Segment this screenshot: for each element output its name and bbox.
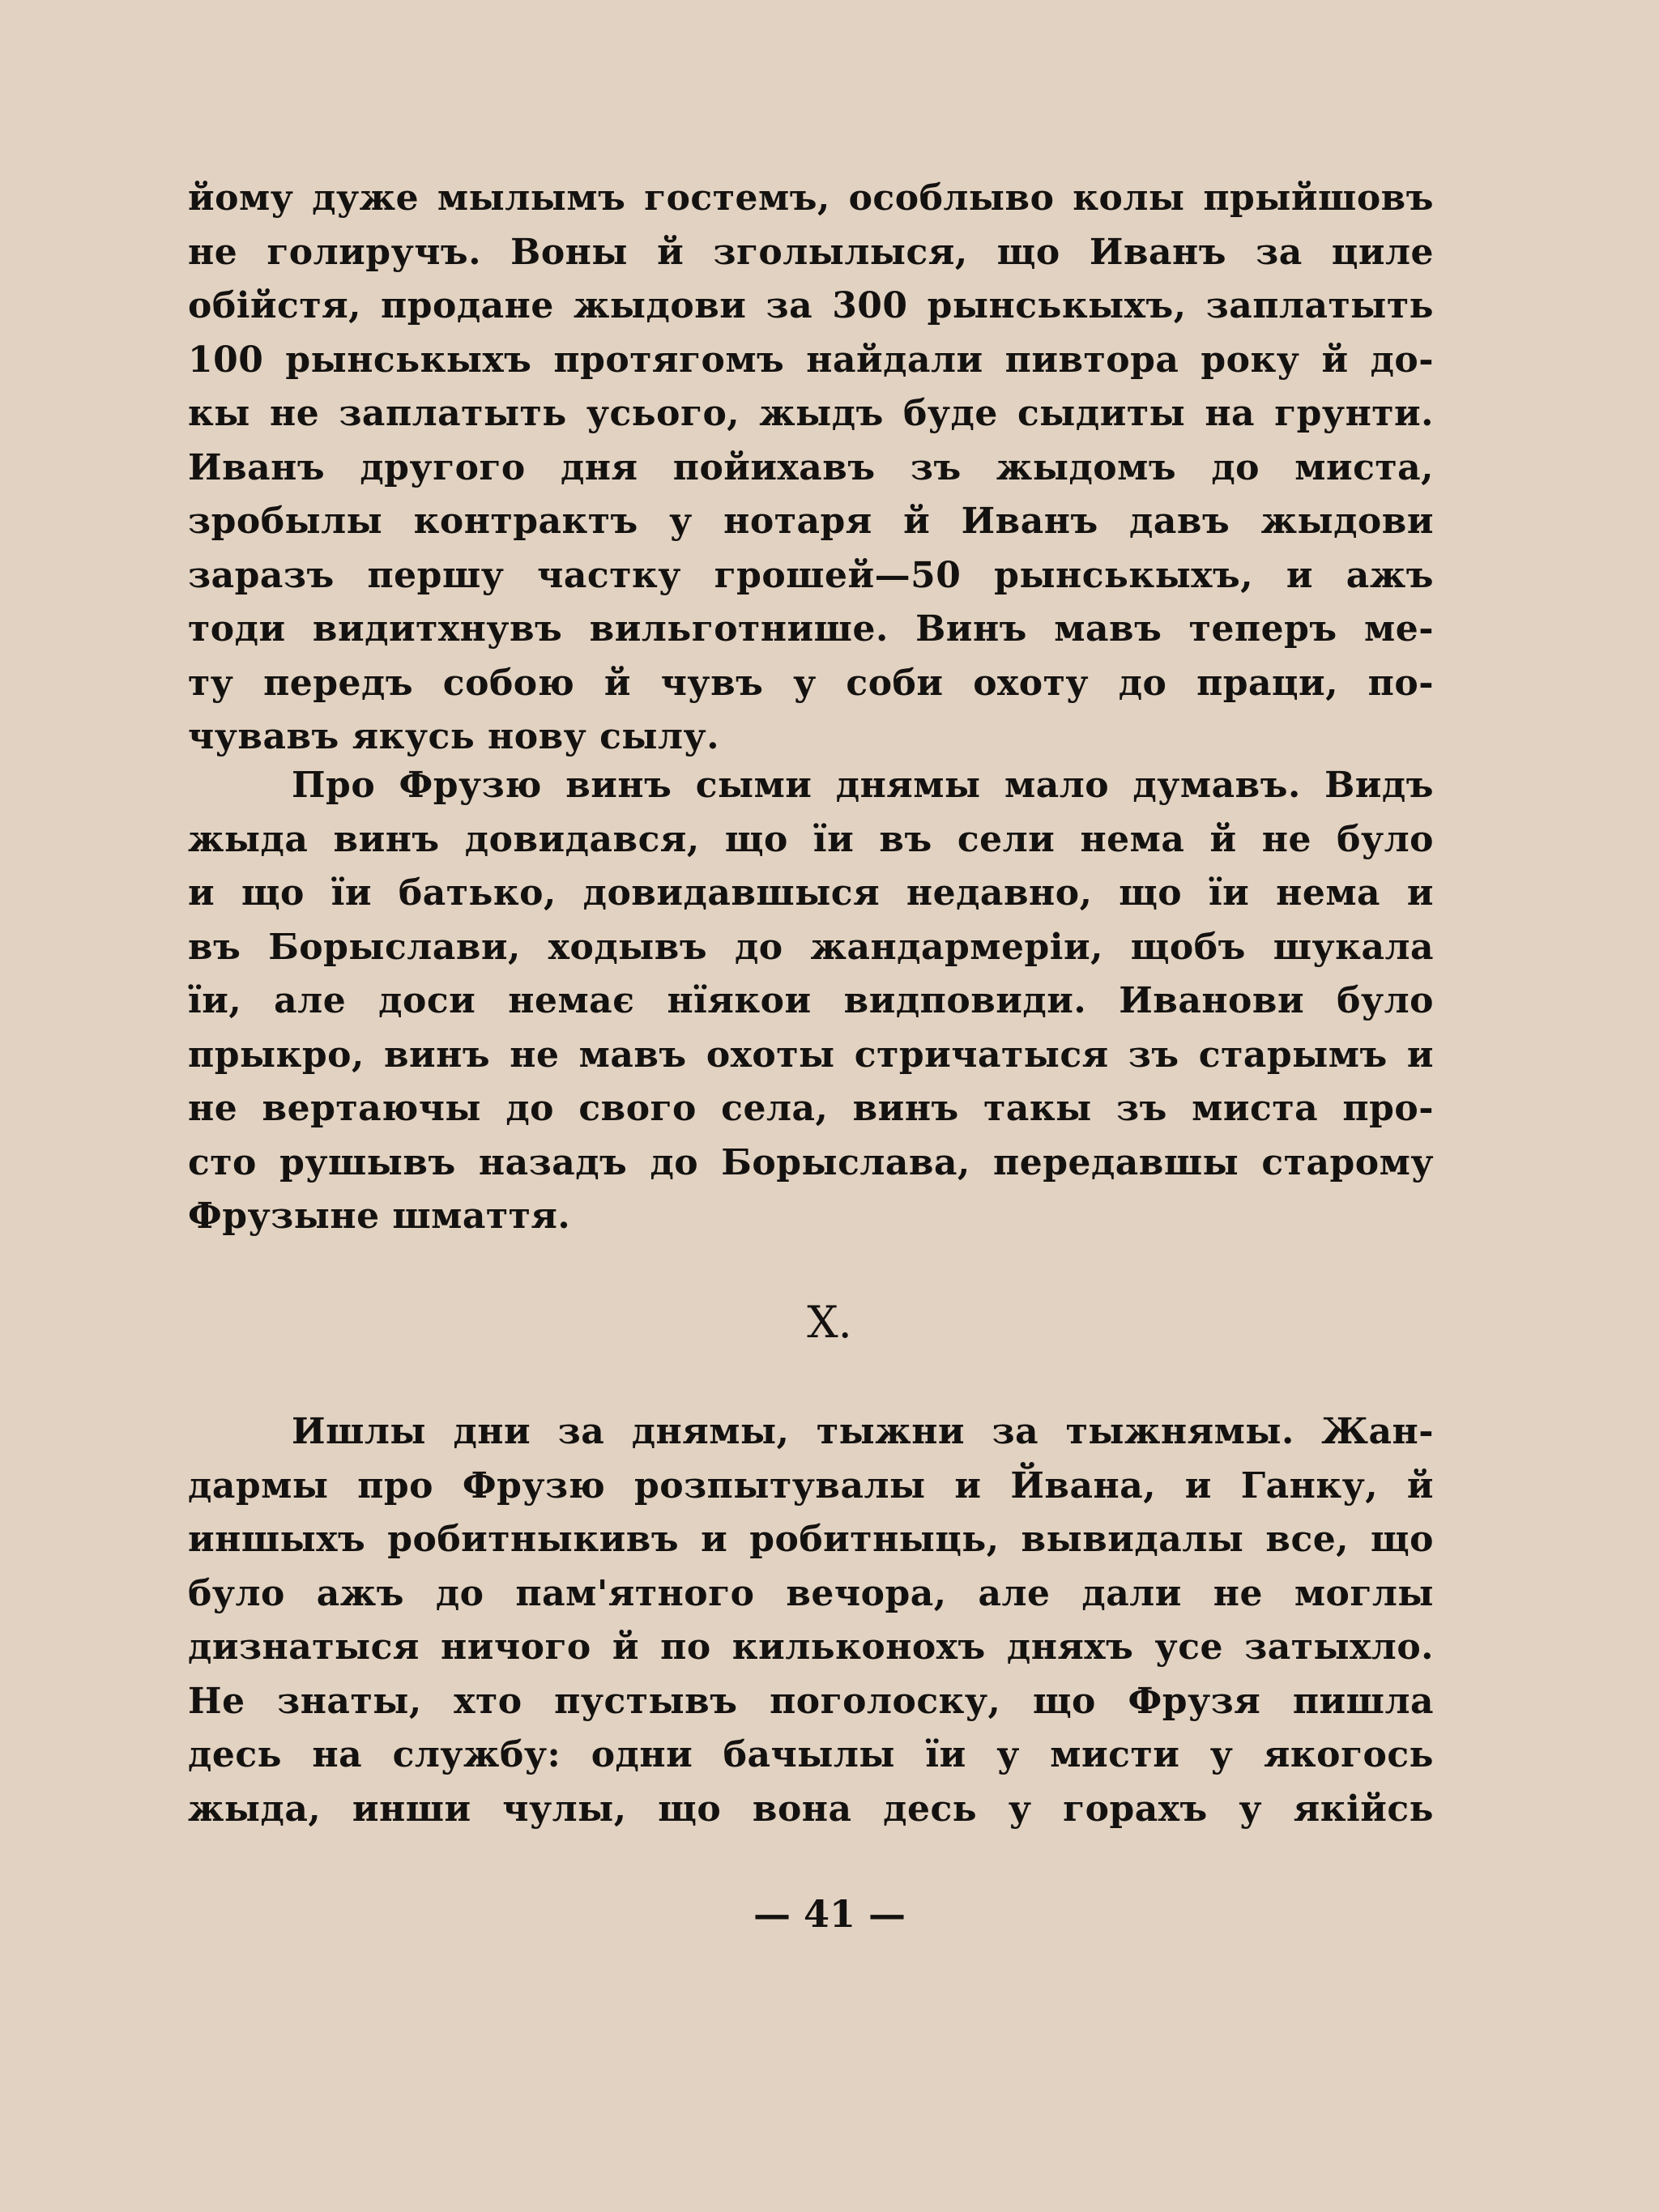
paragraph-2	[188, 759, 1434, 1244]
text-line: ту передъ собою й чувъ у соби охоту до праци, по-	[188, 662, 1434, 704]
text-line: 100 рынськыхъ протягомъ найдали пивтора року й до-	[188, 339, 1434, 381]
text-line: ïи, але доси немає нïякои видповиди. Иванови було	[188, 980, 1434, 1021]
text-line: кы не заплатыть усього, жыдъ буде сыдиты на грунти.	[188, 393, 1434, 434]
text-line: дармы про Фрузю розпытувалы и Йвана, и Ганку, й	[188, 1464, 1434, 1507]
text-line: жыда винъ довидався, що ïи въ сели нема й не було	[188, 818, 1434, 860]
text-line: въ Борыслави, ходывъ до жандармеріи, щобъ шукала	[188, 926, 1434, 968]
text-line: сто рушывъ назадъ до Борыслава, передавшы старому	[188, 1141, 1434, 1183]
text-line: жыда, инши чулы, що вона десь у горахъ у якійсь	[188, 1788, 1434, 1830]
text-line: було ажъ до пам'ятного вечора, але дали не моглы	[188, 1572, 1434, 1614]
text-line: Ишлы дни за днямы, тыжни за тыжнямы. Жан-	[292, 1411, 1434, 1452]
text-line: не вертаючы до свого села, винъ такы зъ миста про-	[188, 1088, 1434, 1129]
text-line: Про Фрузю винъ сыми днямы мало думавъ. Видъ	[292, 765, 1434, 806]
text-line: тоди видитхнувъ вильготнише. Винъ мавъ теперъ ме-	[188, 608, 1434, 650]
text-line: чувавъ якусь нову сылу.	[188, 716, 720, 757]
text-line: Иванъ другого дня пойихавъ зъ жыдомъ до миста,	[188, 446, 1434, 488]
text-line: не голиручъ. Воны й зголылыся, що Иванъ за циле	[188, 231, 1434, 273]
text-line: заразъ першу частку грошей—50 рынськыхъ, и ажъ	[188, 554, 1434, 596]
paragraph-1	[188, 172, 1434, 765]
text-line: иншыхъ робитныкивъ и робитныць, вывидалы все, що	[188, 1519, 1434, 1560]
text-line: десь на службу: одни бачылы ïи у мисти у якогось	[188, 1734, 1434, 1775]
text-line: Не знаты, хто пустывъ поголоску, що Фрузя пишла	[188, 1680, 1434, 1722]
text-line: йому дуже мылымъ гостемъ, особлыво колы прыйшовъ	[188, 177, 1434, 219]
text-line: зробылы контрактъ у нотаря й Иванъ давъ жыдови	[188, 501, 1434, 542]
text-line: прыкро, винъ не мавъ охоты стричатыся зъ старымъ и	[188, 1034, 1434, 1076]
text-line: Фрузыне шмаття.	[188, 1196, 571, 1237]
chapter-heading: X.	[807, 1297, 852, 1348]
text-line: дизнатыся ничого й по кильконохъ дняхъ усе затыхло.	[188, 1626, 1434, 1668]
paragraph-3	[188, 1405, 1434, 1836]
text-line: обійстя, продане жыдови за 300 рынськыхъ, заплатыть	[188, 285, 1434, 326]
page-number: — 41 —	[753, 1892, 906, 1936]
text-line: и що ïи батько, довидавшыся недавно, що ïи нема и	[188, 872, 1434, 914]
